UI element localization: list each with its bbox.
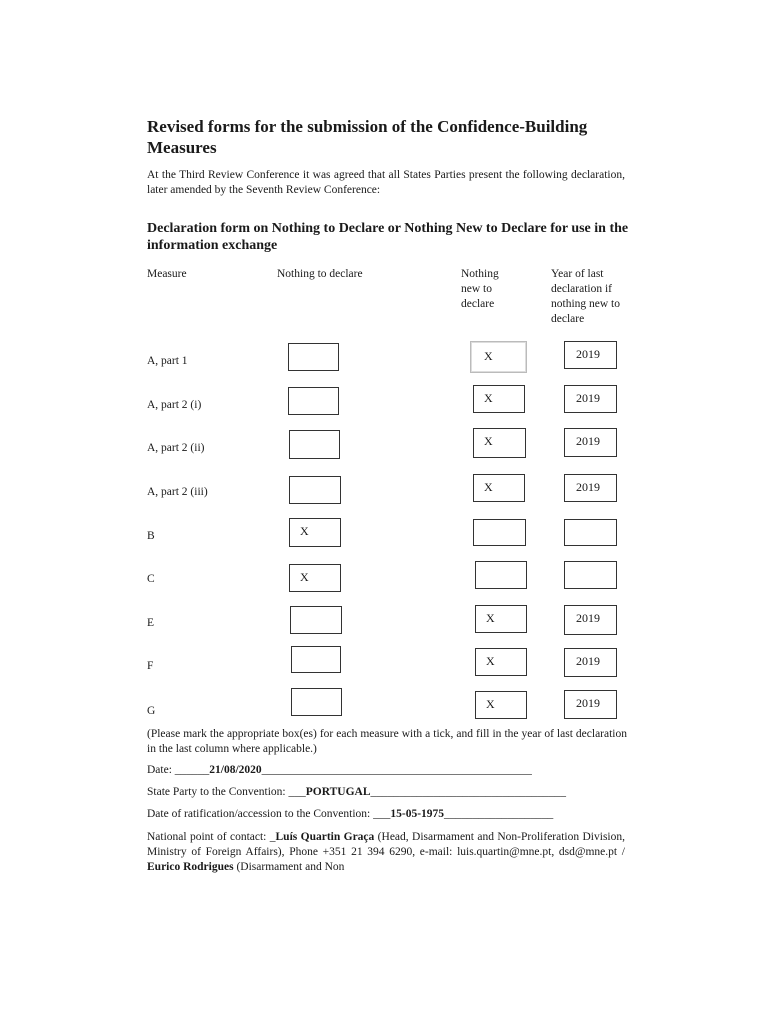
header-nothing-new (461, 267, 499, 312)
nothing-new-checkbox[interactable] (475, 561, 527, 589)
measure-label: G (147, 705, 156, 717)
date-line (147, 764, 627, 776)
contact-paragraph (147, 830, 625, 875)
checkbox-mark: X (486, 697, 495, 711)
state-party-line (147, 786, 627, 798)
year-value: 2019 (576, 480, 600, 494)
measure-label: E (147, 617, 155, 629)
contact-name: Luís Quartin Graça (275, 831, 375, 843)
ratification-label: Date of ratification/accession to the Convention: ___ (147, 808, 391, 820)
contact-text: National point of contact: _ (147, 831, 276, 843)
measure-label: C (147, 573, 155, 585)
year-field[interactable] (564, 561, 617, 589)
measure-label: A, part 1 (147, 355, 188, 367)
year-field[interactable] (564, 474, 617, 502)
nothing-to-declare-checkbox[interactable] (290, 606, 342, 634)
measure-label: F (147, 660, 154, 672)
year-value: 2019 (576, 347, 600, 361)
year-value: 2019 (576, 611, 600, 625)
checkbox-mark: X (300, 524, 309, 538)
measure-label: A, part 2 (iii) (147, 486, 208, 498)
header-year-line: declaration if (551, 283, 612, 295)
year-field[interactable] (564, 428, 617, 457)
year-field[interactable] (564, 648, 617, 677)
nothing-to-declare-checkbox[interactable] (289, 476, 341, 504)
measure-label: A, part 2 (ii) (147, 442, 205, 454)
date-underline: _______________________________________________ (261, 764, 532, 776)
form-title: Declaration form on Nothing to Declare or Nothing New to Declare for use in the information exchange (147, 221, 629, 253)
nothing-to-declare-checkbox[interactable] (289, 430, 340, 459)
nothing-to-declare-checkbox[interactable] (288, 343, 339, 371)
year-field[interactable] (564, 341, 617, 369)
checkbox-mark: X (484, 349, 493, 363)
year-field[interactable] (564, 605, 617, 635)
header-year-line: nothing new to (551, 298, 620, 310)
checkbox-mark: X (486, 654, 495, 668)
nothing-new-checkbox[interactable] (475, 648, 527, 676)
instruction-note: (Please mark the appropriate box(es) for each measure with a tick, and fill in the year of last declaration in the last column where applicable.) (147, 728, 627, 755)
state-party-value: PORTUGAL (305, 786, 371, 798)
page-title: Revised forms for the submission of the Confidence-Building Measures (147, 117, 588, 157)
nothing-new-checkbox[interactable] (473, 519, 526, 546)
nothing-new-checkbox[interactable] (475, 605, 527, 633)
year-value: 2019 (576, 434, 600, 448)
checkbox-mark: X (484, 391, 493, 405)
nothing-to-declare-checkbox[interactable] (291, 646, 341, 673)
checkbox-mark: X (484, 434, 493, 448)
state-party-label: State Party to the Convention: ___ (147, 786, 306, 798)
contact-name: Eurico Rodrigues (147, 861, 234, 873)
nothing-to-declare-checkbox[interactable] (291, 688, 342, 716)
header-year (551, 267, 620, 327)
nothing-new-checkbox[interactable] (473, 474, 525, 502)
header-year-line: declare (551, 313, 585, 325)
nothing-to-declare-checkbox[interactable] (289, 564, 341, 592)
measure-label: B (147, 530, 155, 542)
contact-text: (Disarmament and Non (233, 861, 345, 873)
ratification-underline: ___________________ (444, 808, 554, 820)
date-value: 21/08/2020 (209, 764, 262, 776)
measure-label: A, part 2 (i) (147, 399, 202, 411)
year-field[interactable] (564, 385, 617, 413)
nothing-new-checkbox[interactable] (470, 341, 527, 373)
checkbox-mark: X (486, 611, 495, 625)
year-value: 2019 (576, 696, 600, 710)
nothing-new-checkbox[interactable] (475, 691, 527, 719)
header-year-line: Year of last (551, 268, 604, 280)
nothing-new-checkbox[interactable] (473, 385, 525, 413)
year-value: 2019 (576, 654, 600, 668)
header-measure: Measure (147, 268, 187, 280)
header-nothing-new-line: new to (461, 283, 492, 295)
contact-text: (Head, Disarmament and Non-Proliferation Division, Ministry of Foreign Affairs), Phone +351 21 394 6290, e-mail: luis.quartin@mne.pt, dsd@mne.pt / (147, 831, 625, 858)
header-nothing-new-line: declare (461, 298, 495, 310)
header-nothing-to-declare: Nothing to declare (277, 268, 363, 280)
checkbox-mark: X (300, 570, 309, 584)
intro-paragraph: At the Third Review Conference it was agreed that all States Parties present the following declaration, later amended by the Seventh Review Conference: (147, 169, 625, 196)
ratification-line (147, 808, 627, 820)
year-field[interactable] (564, 519, 617, 546)
nothing-to-declare-checkbox[interactable] (289, 518, 341, 547)
year-field[interactable] (564, 690, 617, 719)
checkbox-mark: X (484, 480, 493, 494)
year-value: 2019 (576, 391, 600, 405)
ratification-value: 15-05-1975 (390, 808, 445, 820)
header-nothing-new-line: Nothing (461, 268, 499, 280)
state-party-underline: __________________________________ (370, 786, 567, 798)
nothing-new-checkbox[interactable] (473, 428, 526, 458)
date-label: Date: ______ (147, 764, 210, 776)
nothing-to-declare-checkbox[interactable] (288, 387, 339, 415)
